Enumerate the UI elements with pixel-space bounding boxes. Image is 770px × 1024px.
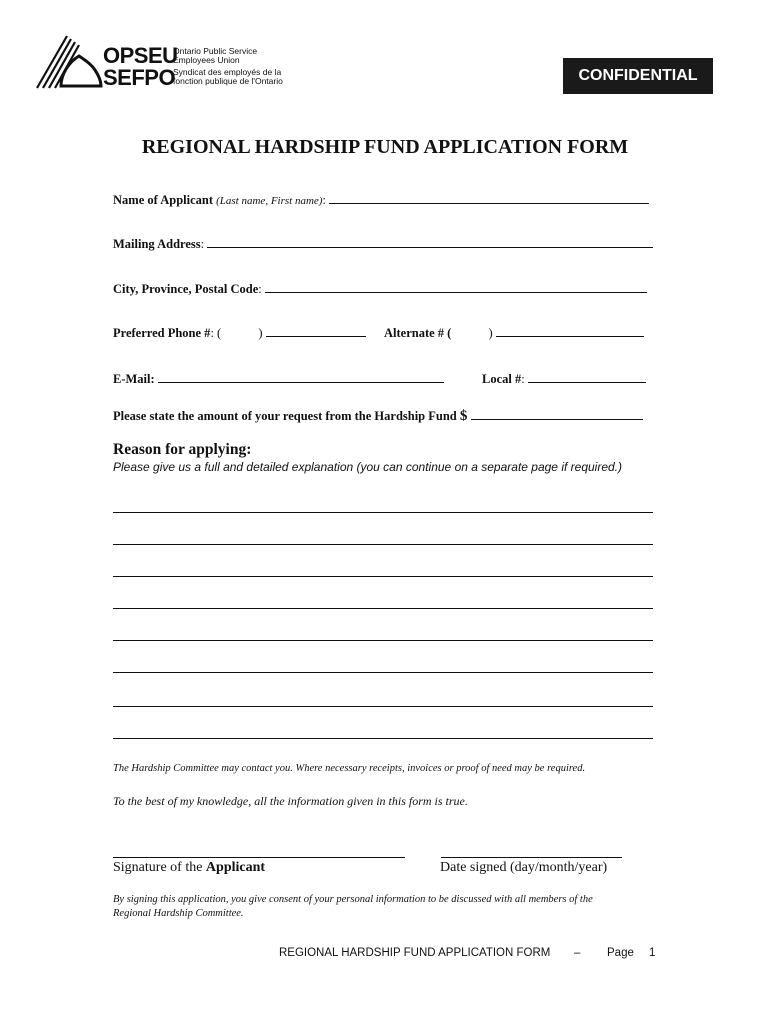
alternate-phone-field[interactable] bbox=[496, 326, 644, 337]
signature-label-prefix: Signature of the bbox=[113, 860, 203, 875]
reason-line[interactable] bbox=[113, 706, 653, 707]
logo-mark-icon bbox=[33, 34, 108, 94]
reason-line[interactable] bbox=[113, 738, 653, 739]
signature-label-applicant: Applicant bbox=[205, 860, 266, 875]
reason-line[interactable] bbox=[113, 640, 653, 641]
reason-heading: Reason for applying: bbox=[113, 441, 252, 458]
applicant-name-field[interactable] bbox=[329, 193, 649, 204]
applicant-label: Name of Applicant bbox=[113, 193, 213, 207]
email-field[interactable] bbox=[158, 372, 444, 383]
amount-row bbox=[113, 408, 643, 425]
reason-line[interactable] bbox=[113, 608, 653, 609]
preferred-phone-field[interactable] bbox=[266, 326, 366, 337]
date-signed-line[interactable] bbox=[441, 857, 622, 858]
city-row: City, Province, Postal Code: bbox=[113, 282, 647, 297]
footer-form-name: REGIONAL HARDSHIP FUND APPLICATION FORM bbox=[279, 947, 551, 959]
local-row: Local #: bbox=[482, 372, 646, 387]
currency-symbol: $ bbox=[459, 408, 468, 424]
mailing-address-field[interactable] bbox=[207, 237, 653, 248]
reason-line[interactable] bbox=[113, 544, 653, 545]
signature-line[interactable] bbox=[113, 857, 405, 858]
logo-opseu: OPSEU bbox=[103, 43, 178, 68]
confidential-badge: CONFIDENTIAL bbox=[563, 58, 713, 94]
alternate-label: Alternate # ( bbox=[384, 326, 452, 340]
local-label: Local # bbox=[482, 372, 522, 386]
applicant-row: Name of Applicant (Last name, First name): bbox=[113, 193, 649, 208]
logo-en-line2: Employees Union bbox=[173, 55, 240, 65]
opseu-sefpo-logo bbox=[33, 34, 283, 94]
logo-fr-line1: Syndicat des employés de la bbox=[173, 67, 282, 77]
form-title: REGIONAL HARDSHIP FUND APPLICATION FORM bbox=[141, 136, 629, 158]
date-signed-label: Date signed (day/month/year) bbox=[440, 860, 608, 875]
mailing-row: Mailing Address: bbox=[113, 237, 653, 252]
logo-sefpo: SEFPO bbox=[103, 65, 176, 90]
reason-line[interactable] bbox=[113, 576, 653, 577]
phone-label: Preferred Phone # bbox=[113, 326, 211, 340]
phone-row: Preferred Phone #: ( ) bbox=[113, 326, 366, 341]
logo-en-line1: Ontario Public Service bbox=[173, 46, 258, 56]
logo-fr-line2: fonction publique de l'Ontario bbox=[173, 76, 283, 86]
city-label: City, Province, Postal Code bbox=[113, 282, 259, 296]
reason-instruction: Please give us a full and detailed explanation (you can continue on a separate page if required.) bbox=[113, 460, 623, 474]
signature-label bbox=[113, 860, 265, 876]
alternate-row: Alternate # ( ) bbox=[384, 326, 644, 341]
consent-line2: Regional Hardship Committee. bbox=[113, 908, 244, 919]
committee-note: The Hardship Committee may contact you. Where necessary receipts, invoices or proof of need may be required. bbox=[113, 763, 586, 774]
footer-page-label: Page bbox=[607, 947, 634, 959]
email-row bbox=[113, 372, 444, 387]
reason-line[interactable] bbox=[113, 672, 653, 673]
city-province-postal-field[interactable] bbox=[265, 282, 647, 293]
applicant-hint: (Last name, First name) bbox=[216, 195, 323, 207]
footer-dash: – bbox=[574, 947, 581, 959]
amount-label: Please state the amount of your request from the Hardship Fund bbox=[113, 409, 457, 423]
footer-page-number: 1 bbox=[649, 947, 656, 959]
reason-line[interactable] bbox=[113, 512, 653, 513]
consent-line1: By signing this application, you give consent of your personal information to be discussed with all members of the bbox=[113, 894, 593, 905]
mailing-label: Mailing Address bbox=[113, 237, 201, 251]
knowledge-statement: To the best of my knowledge, all the information given in this form is true. bbox=[113, 794, 468, 808]
local-number-field[interactable] bbox=[528, 372, 646, 383]
amount-field[interactable] bbox=[471, 409, 643, 420]
email-label: E-Mail: bbox=[113, 372, 155, 386]
